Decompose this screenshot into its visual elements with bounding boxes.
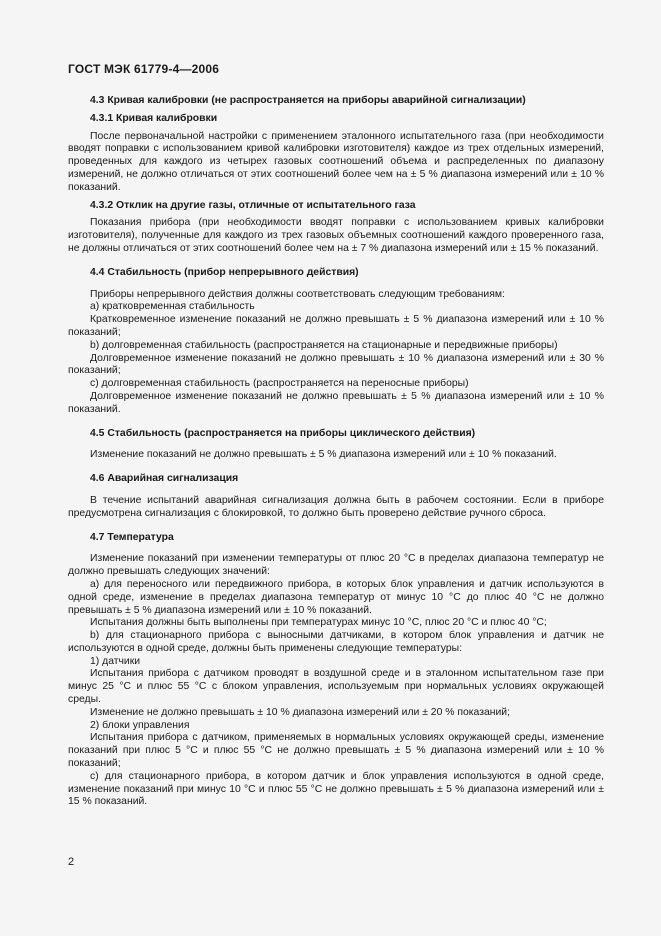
section-4-7-title: 4.7 Температура xyxy=(90,531,174,543)
section-4-3-1-text: После первоначальной настройки с применением эталонного испытательного газа (при необходимости вводят поправки с использованием кривой калибровки изготовителя) каждое из трех отдельных измерений, проведенных для каждого из четырех газовых соотношений объема и распределенных по диапазону измерений, не должно отличаться от этих соотношений более чем на ± 5 % диапазона измерений или ± 10 % показаний. xyxy=(68,130,604,193)
section-4-4-c-label: с) долговременная стабильность (распространяется на переносные приборы) xyxy=(90,378,469,390)
page-body xyxy=(68,95,604,809)
section-4-4-title: 4.4 Стабильность (прибор непрерывного действия) xyxy=(90,266,359,278)
section-4-6-text: В течение испытаний аварийная сигнализация должна быть в рабочем состоянии. Если в приборе предусмотрена сигнализация с блокировкой, то должно быть проверено действие ручного сброса. xyxy=(68,494,604,519)
section-4-3-title: 4.3 Кривая калибровки (не распространяется на приборы аварийной сигнализации) xyxy=(90,95,526,106)
page-number: 2 xyxy=(68,856,75,868)
section-4-4-a-label: а) кратковременная стабильность xyxy=(90,301,255,313)
section-4-6-title: 4.6 Аварийная сигнализация xyxy=(90,473,239,485)
section-4-7-b1-limit: Изменение не должно превышать ± 10 % диапазона измерений или ± 20 % показаний; xyxy=(90,706,510,718)
section-4-5-text: Изменение показаний не должно превышать ± 5 % диапазона измерений или ± 10 % показаний. xyxy=(90,449,557,461)
section-4-7-b1-label: 1) датчики xyxy=(90,655,141,667)
section-4-7-a-tests: Испытания должны быть выполнены при температурах минус 10 °С, плюс 20 °С и плюс 40 °С; xyxy=(90,617,547,629)
section-4-4-b-label: b) долговременная стабильность (распространяется на стационарные и передвижные приборы) xyxy=(90,339,558,351)
section-4-4-intro: Приборы непрерывного действия должны соответствовать следующим требованиям: xyxy=(90,288,505,300)
section-4-7-a-text: а) для переносного или передвижного прибора, в которых блок управления и датчик используются в одной среде, изменение в пределах диапазона температур от минус 10 °С до плюс 40 °С не должно превышать ± 5 % диапазона измерений или ± 10 % показаний. xyxy=(68,578,604,616)
section-4-5-title: 4.5 Стабильность (распространяется на приборы циклического действия) xyxy=(90,427,476,439)
section-4-7-b1-text: Испытания прибора с датчиком проводят в воздушной среде и в эталонном испытательном газе при минус 25 °С и плюс 55 °С с блоком управления, используемым при нормальных условиях окружающей среды. xyxy=(68,668,604,706)
section-4-7-c-text: с) для стационарного прибора, в котором датчик и блок управления используются в одной среде, изменение показаний при минус 10 °С и плюс 55 °С не должно превышать ± 5 % диапазона измерений или ± 15 % показаний. xyxy=(68,770,604,808)
section-4-4-b-text: Долговременное изменение показаний не должно превышать ± 10 % диапазона измерений или ± 30 % показаний; xyxy=(68,352,604,377)
section-4-7-b2-text: Испытания прибора с датчиком, применяемых в нормальных условиях окружающей среды, изменение показаний при плюс 5 °С и плюс 55 °С не должно превышать ± 5 % диапазона измерений или ± 10 % показаний; xyxy=(68,732,604,770)
section-4-7-b2-label: 2) блоки управления xyxy=(90,719,190,731)
section-4-4-c-text: Долговременное изменение показаний не должно превышать ± 5 % диапазона измерений или ± 10 % показаний. xyxy=(68,390,604,415)
document-header: ГОСТ МЭК 61779-4—2006 xyxy=(68,62,220,76)
section-4-4-a-text: Кратковременное изменение показаний не должно превышать ± 5 % диапазона измерений или ± 10 % показаний; xyxy=(68,314,604,338)
section-4-7-b-text: b) для стационарного прибора с выносными датчиками, в котором блок управления и датчик не используются в одной среде, должны быть применены следующие температуры: xyxy=(68,630,604,654)
section-4-3-1-title: 4.3.1 Кривая калибровки xyxy=(90,112,218,124)
section-4-3-2-title: 4.3.2 Отклик на другие газы, отличные от испытательного газа xyxy=(90,199,416,211)
section-4-3-2-text: Показания прибора (при необходимости вводят поправки с использованием кривых калибровки изготовителя), полученные для каждого из трех газовых объемных соотношений каждого проверенного газа, не должны отличаться от этих соотношений более чем на ± 7 % диапазона измерений или ± 15 % показаний. xyxy=(68,217,604,254)
section-4-7-intro: Изменение показаний при изменении температуры от плюс 20 °С в пределах диапазона температур не должно превышать следующих значений: xyxy=(68,553,604,578)
